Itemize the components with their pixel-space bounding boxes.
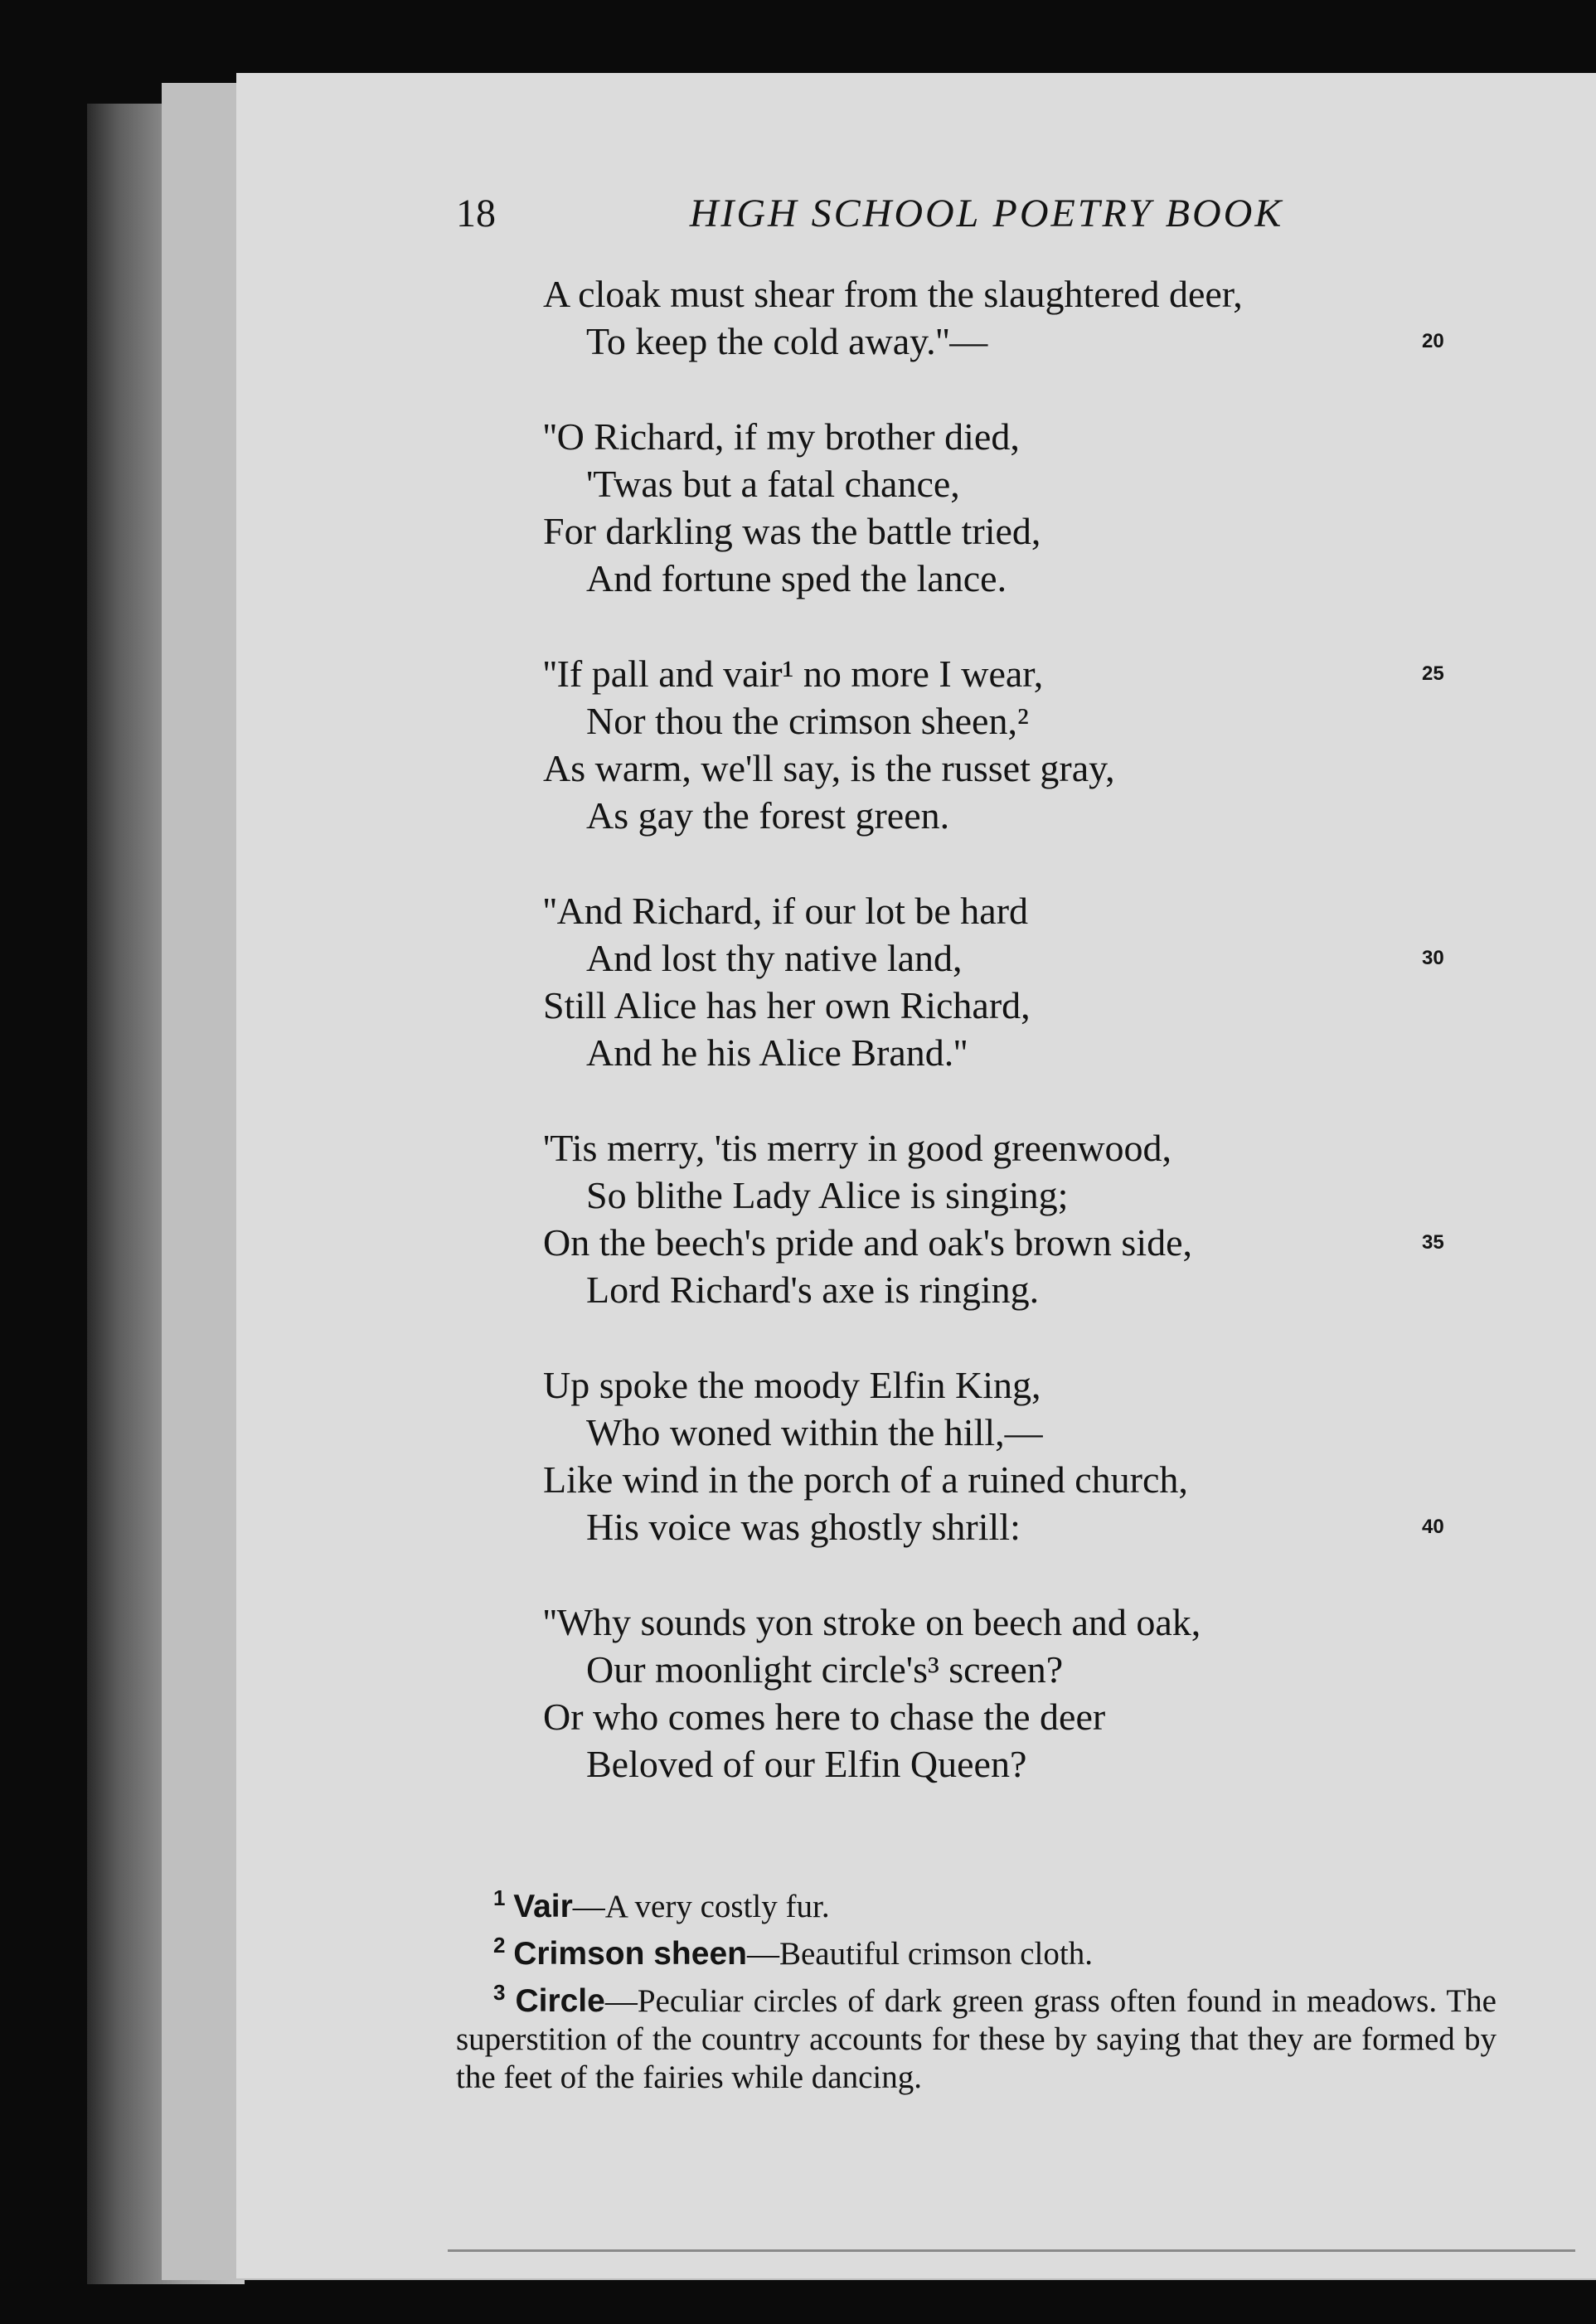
poem-line [543, 697, 1497, 745]
stanza [543, 413, 1497, 602]
poem-line [543, 1172, 1497, 1219]
poem-line [543, 792, 1497, 839]
poem-line-text: 'Twas but a fatal chance, [586, 463, 960, 505]
poem-line-text: ''And Richard, if our lot be hard [543, 890, 1029, 932]
poem-line-text: And lost thy native land, [586, 937, 963, 979]
poem-line-text: Lord Richard's axe is ringing. [586, 1269, 1040, 1311]
poem-line-text: And he his Alice Brand.'' [586, 1031, 968, 1074]
footnote-term: Circle [515, 1983, 605, 2019]
poem-line [543, 1740, 1497, 1788]
poem-line [543, 1646, 1497, 1693]
poem-line [543, 460, 1497, 507]
line-number: 40 [1422, 1516, 1444, 1538]
footnote-marker: 1 [493, 1885, 506, 1910]
line-number: 30 [1422, 947, 1444, 969]
poem-line [543, 982, 1497, 1029]
page-bottom-rule [448, 2249, 1575, 2252]
poem-line [543, 1409, 1497, 1456]
poem-line-text: His voice was ghostly shrill: [586, 1506, 1021, 1548]
stanza [543, 887, 1497, 1076]
poem-line-text: Or who comes here to chase the deer [543, 1696, 1106, 1738]
poem-line-text: As gay the forest green. [586, 794, 950, 837]
book-page [236, 73, 1596, 2278]
poem-line [543, 1266, 1497, 1313]
poem-line-text: To keep the cold away.''— [586, 320, 988, 362]
poem-line-text: Like wind in the porch of a ruined church, [543, 1458, 1188, 1501]
poem-line [543, 555, 1497, 602]
stanza [543, 1124, 1497, 1313]
poem [543, 270, 1497, 1836]
poem-line [543, 1361, 1497, 1409]
poem-line-text: ''Why sounds yon stroke on beech and oak, [543, 1601, 1201, 1643]
poem-line [543, 1599, 1497, 1646]
footnote-term: Vair [513, 1889, 573, 1924]
line-number: 20 [1422, 330, 1444, 352]
page-number: 18 [456, 192, 496, 235]
poem-line-text: Beloved of our Elfin Queen? [586, 1743, 1027, 1785]
poem-line [543, 650, 1497, 697]
stanza [543, 1361, 1497, 1550]
stanza [543, 270, 1497, 365]
poem-line-text: For darkling was the battle tried, [543, 510, 1041, 552]
footnotes [456, 1879, 1497, 2097]
line-number: 25 [1422, 662, 1444, 685]
poem-line-text: And fortune sped the lance. [586, 557, 1007, 599]
poem-line [543, 318, 1497, 365]
running-title: HIGH SCHOOL POETRY BOOK [689, 192, 1284, 235]
footnote-marker: 3 [493, 1980, 506, 2005]
poem-line-text: A cloak must shear from the slaughtered deer, [543, 273, 1243, 315]
footnote-1 [456, 1879, 1497, 1926]
poem-line-text: Still Alice has her own Richard, [543, 984, 1031, 1026]
poem-line [543, 934, 1497, 982]
poem-line [543, 1029, 1497, 1076]
poem-line [543, 1219, 1497, 1266]
poem-line [543, 413, 1497, 460]
footnote-term: Crimson sheen [513, 1936, 747, 1972]
line-number: 35 [1422, 1231, 1444, 1254]
footnote-text: —Peculiar circles of dark green grass often found in meadows. The superstition of the country accounts for these by saying that they are formed by the feet of the fairies while dancing. [456, 1983, 1497, 2095]
poem-line [543, 887, 1497, 934]
poem-line-text: Up spoke the moody Elfin King, [543, 1364, 1041, 1406]
poem-line [543, 745, 1497, 792]
poem-line-text: As warm, we'll say, is the russet gray, [543, 747, 1115, 789]
stanza [543, 1599, 1497, 1788]
footnote-text: —Beautiful crimson cloth. [746, 1936, 1093, 1972]
poem-line-text: So blithe Lady Alice is singing; [586, 1174, 1069, 1216]
poem-line [543, 1124, 1497, 1172]
poem-line-text: Who woned within the hill,— [586, 1411, 1043, 1453]
poem-line-text: ''If pall and vair¹ no more I wear, [543, 653, 1044, 695]
footnote-text: —A very costly fur. [572, 1889, 830, 1924]
poem-line-text: Nor thou the crimson sheen,² [586, 700, 1029, 742]
page-header [456, 191, 1517, 249]
footnote-marker: 2 [493, 1933, 506, 1958]
poem-line [543, 1693, 1497, 1740]
poem-line-text: 'Tis merry, 'tis merry in good greenwood, [543, 1127, 1172, 1169]
poem-line [543, 270, 1497, 318]
footnote-2 [456, 1926, 1497, 1973]
poem-line [543, 507, 1497, 555]
poem-line [543, 1456, 1497, 1503]
poem-line-text: ''O Richard, if my brother died, [543, 415, 1020, 458]
stanza [543, 650, 1497, 839]
poem-line-text: Our moonlight circle's³ screen? [586, 1648, 1064, 1691]
poem-line-text: On the beech's pride and oak's brown side, [543, 1221, 1193, 1264]
poem-line [543, 1503, 1497, 1550]
footnote-3 [456, 1973, 1497, 2097]
